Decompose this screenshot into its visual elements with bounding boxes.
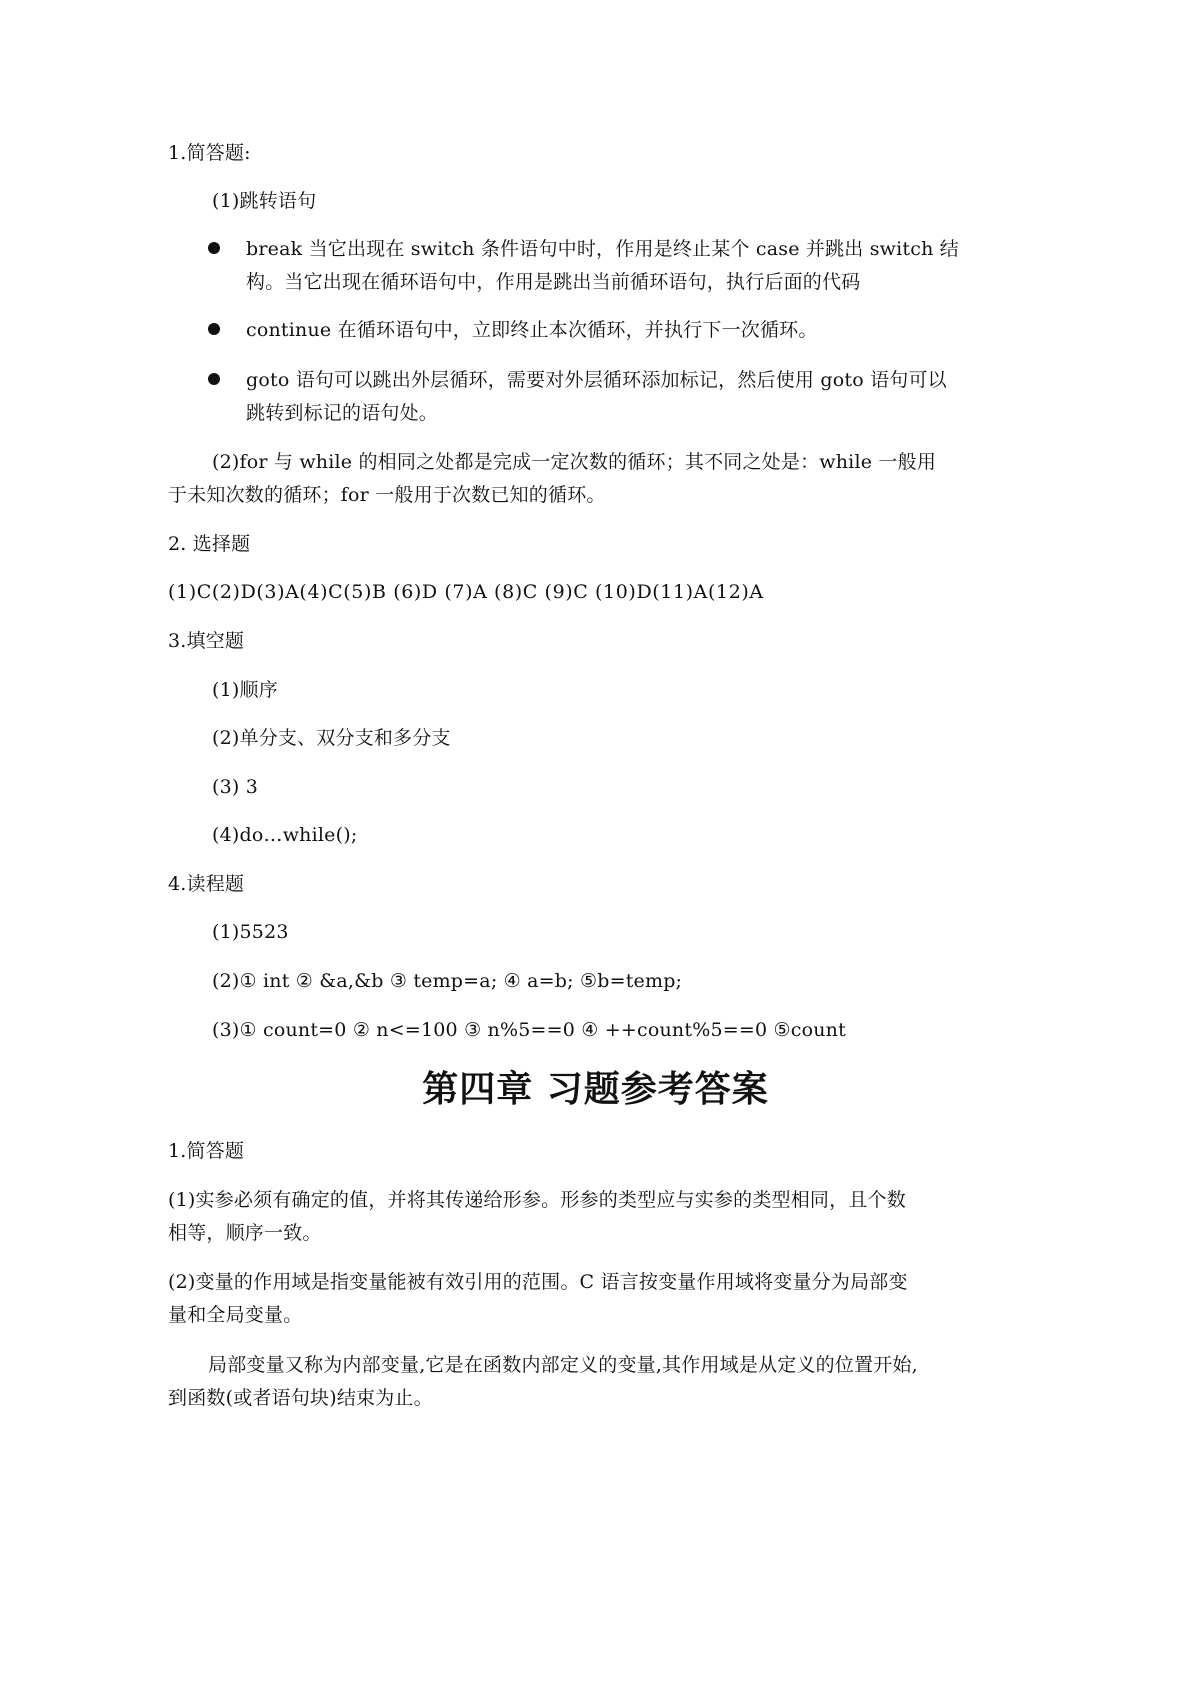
q4-answer-3: (3)① count=0 ② n<=100 ③ n%5==0 ④ ++count%5==0 ⑤count [212, 1019, 846, 1041]
q3-answer-2: (2)单分支、双分支和多分支 [212, 727, 451, 749]
bullet-goto-line1: goto 语句可以跳出外层循环，需要对外层循环添加标记，然后使用 goto 语句可以 [246, 369, 947, 391]
q3-title: 3.填空题 [168, 630, 245, 652]
q4-answer-2: (2)① int ② &a,&b ③ temp=a; ④ a=b; ⑤b=temp; [212, 970, 683, 992]
q2-answers: (1)C(2)D(3)A(4)C(5)B (6)D (7)A (8)C (9)C (10)D(11)A(12)A [168, 581, 764, 603]
bullet-break-line2: 构。当它出现在循环语句中，作用是跳出当前循环语句，执行后面的代码 [246, 271, 861, 293]
q4-answer-1: (1)5523 [212, 921, 289, 943]
ch4-answer-1-line2: 相等，顺序一致。 [168, 1222, 322, 1244]
q1-title: 1.简答题: [168, 142, 251, 164]
ch4-local-variable-line1: 局部变量又称为内部变量,它是在函数内部定义的变量,其作用域是从定义的位置开始, [208, 1354, 918, 1376]
q4-title: 4.读程题 [168, 873, 245, 895]
bullet-dot [208, 323, 220, 335]
bullet-dot [208, 242, 220, 254]
bullet-dot [208, 373, 220, 385]
q3-answer-1: (1)顺序 [212, 679, 278, 701]
ch4-local-variable-line2: 到函数(或者语句块)结束为止。 [168, 1387, 433, 1409]
bullet-break-line1: break 当它出现在 switch 条件语句中时，作用是终止某个 case 并跳出 switch 结 [246, 238, 959, 260]
q1-subheading-jump-statements: (1)跳转语句 [212, 190, 317, 212]
ch4-answer-1-line1: (1)实参必须有确定的值，并将其传递给形参。形参的类型应与实参的类型相同，且个数 [168, 1189, 906, 1211]
q2-title: 2. 选择题 [168, 533, 251, 555]
q3-answer-4: (4)do…while(); [212, 824, 358, 846]
chapter-heading: 第四章 习题参考答案 [422, 1069, 769, 1110]
bullet-goto-line2: 跳转到标记的语句处。 [246, 402, 439, 424]
bullet-continue-line1: continue 在循环语句中，立即终止本次循环，并执行下一次循环。 [246, 319, 818, 341]
q3-answer-3: (3) 3 [212, 776, 259, 798]
ch4-answer-2-line1: (2)变量的作用域是指变量能被有效引用的范围。C 语言按变量作用域将变量分为局部变 [168, 1271, 908, 1293]
ch4-q1-title: 1.简答题 [168, 1140, 245, 1162]
q1-for-while-line2: 于未知次数的循环；for 一般用于次数已知的循环。 [168, 484, 606, 506]
q1-for-while-line1: (2)for 与 while 的相同之处都是完成一定次数的循环；其不同之处是：while 一般用 [212, 451, 937, 473]
ch4-answer-2-line2: 量和全局变量。 [168, 1304, 303, 1326]
